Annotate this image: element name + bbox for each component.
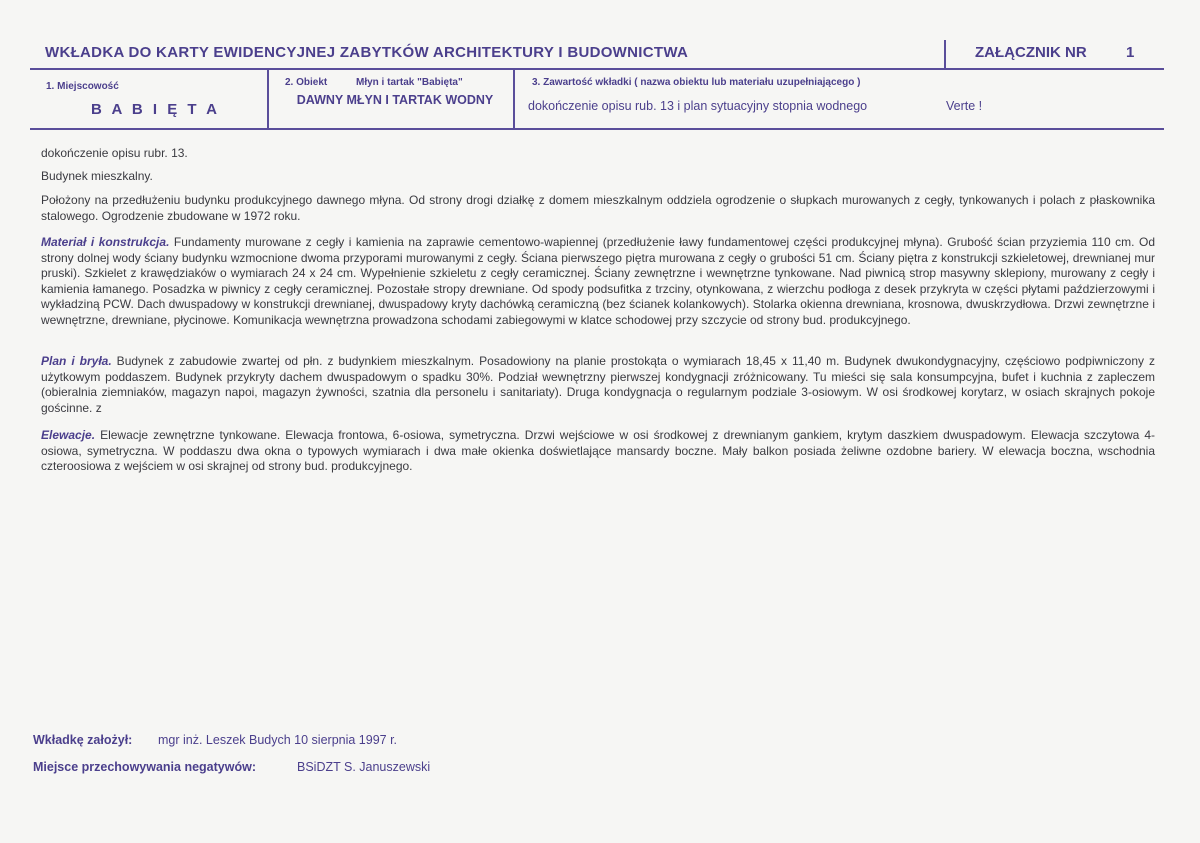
contents-value: dokończenie opisu rub. 13 i plan sytuacyjny stopnia wodnego [528, 99, 868, 113]
object-value: DAWNY MŁYN I TARTAK WODNY [296, 93, 494, 107]
verte-note: Verte ! [946, 99, 983, 113]
field-divider-1 [267, 68, 269, 130]
author-value: mgr inż. Leszek Budych 10 sierpnia 1997 r. [158, 733, 398, 747]
object-name-label: Młyn i tartak "Babięta" [356, 77, 463, 88]
place-label: 1. Miejscowość [46, 81, 119, 92]
paragraph-location: Położony na przedłużeniu budynku produkcyjnego dawnego młyna. Od strony drogi działkę z domem mieszkalnym oddziela ogrodzenie o słupkach murowanych z cegły, tynkowanych i polach z płaskownika stalowego. Ogrodzenie zbudowane w 1972 roku. [41, 193, 1155, 223]
fields-bottom-rule [30, 128, 1164, 130]
section-title: Budynek mieszkalny. [41, 169, 153, 183]
material-text: Fundamenty murowane z cegły i kamienia na zaprawie cementowo-wapiennej (przedłużenie ławy fundamentowej części produkcyjnej młyna). Grubość ścian przyziemia 110 cm. Od strony dolnej wody ściany budynku wzmocnione dwoma przyporami murowanymi z cegły. Ściana pierwszego piętra murowana z cegły o grubości 51 cm. Ściany piętra z konstrukcji szkieletowej, drewnianej mur pruski). Szkielet z krawędziaków o wymiarach 24 x 24 cm. Wypełnienie szkieletu z cegły ceramicznej. Ściany zewnętrzne i wewnętrzne tynkowane. Nad piwnicą strop masywny sklepiony, murowany z cegły i kamienia łamanego. Posadzka w piwnicy z cegły ceramicznej. Pozostałe stropy drewniane. Od spody podsufitka z trzciny, otynkowana, z wierzchu podłoga z desek przykryta w części płytami paździerzowymi i wykładziną PCW. Dach dwuspadowy w konstrukcji drewnianej, dwuspadowy kryty dachówką ceramiczną (bez ścianek kolankowych). Stolarka okienna drewniana, krosnowa, dwuskrzydłowa. Drzwi zewnętrzne i wewnętrzne, drewniane, płycinowe. Komunikacja wewnętrzna prowadzona schodami zabiegowymi w klatce schodowej przy szczycie od strony bud. produkcyjnego. [41, 235, 1156, 327]
storage-label: Miejsce przechowywania negatywów: [33, 760, 256, 774]
material-heading: Materiał i konstrukcja. [41, 235, 170, 249]
storage-value: BSiDZT S. Januszewski [297, 760, 431, 774]
object-label: 2. Obiekt [285, 77, 328, 88]
field-divider-2 [513, 68, 515, 130]
card-title: WKŁADKA DO KARTY EWIDENCYJNEJ ZABYTKÓW ARCHITEKTURY I BUDOWNICTWA [45, 44, 689, 61]
intro-line: dokończenie opisu rubr. 13. [41, 146, 188, 160]
paragraph-material [41, 235, 1155, 328]
elevations-text: Elewacje zewnętrzne tynkowane. Elewacja frontowa, 6-osiowa, symetryczna. Drzwi wejściowe w osi środkowej z drewnianym gankiem, krytym daszkiem dwuspadowym. Elewacja szczytowa 4-osiowa, symetryczna. W poddaszu dwa okna o typowych wymiarach i dwa małe okienka doświetlające mansardy boczne. Mały balkon posiada żeliwne ozdobne bariery. W elewacja boczna, wschodnia czteroosiowa z wejściem w osi skrajnej od strony bud. produkcyjnego. [41, 428, 1155, 473]
plan-text: Budynek z zabudowie zwartej od płn. z budynkiem mieszkalnym. Posadowiony na planie prostokąta o wymiarach 18,45 x 11,40 m. Budynek dwukondygnacyjny, częściowo podpiwniczony z użytkowym poddaszem. Budynek przykryty dachem dwuspadowym o spadku 30%. Podział wewnętrzny pierwszej kondygnacji zróżnicowany. Tu mieści się sala konsumpcyjna, bufet i kuchnia z zapleczem (obieralnia ziemniaków, magazyn napoi, magazyn żywności, szatnia dla personelu i sanitariaty). Druga kondygnacja o regularnym podziale 3-osiowym. W osi środkowej korytarz, w osiach skrajnych pokoje gościnne. z [41, 354, 1155, 415]
plan-heading: Plan i bryła. [41, 354, 112, 368]
contents-label: 3. Zawartość wkładki ( nazwa obiektu lub materiału uzupełniającego ) [532, 77, 861, 88]
annex-label: ZAŁĄCZNIK NR [975, 44, 1087, 61]
annex-number: 1 [1126, 44, 1135, 61]
header-divider [944, 40, 946, 68]
place-value: B A B I Ę T A [91, 101, 220, 118]
elevations-heading: Elewacje. [41, 428, 96, 442]
header-rule [30, 68, 1164, 70]
paragraph-plan [41, 354, 1155, 416]
author-label: Wkładkę założył: [33, 733, 133, 747]
paragraph-elevations [41, 428, 1155, 475]
